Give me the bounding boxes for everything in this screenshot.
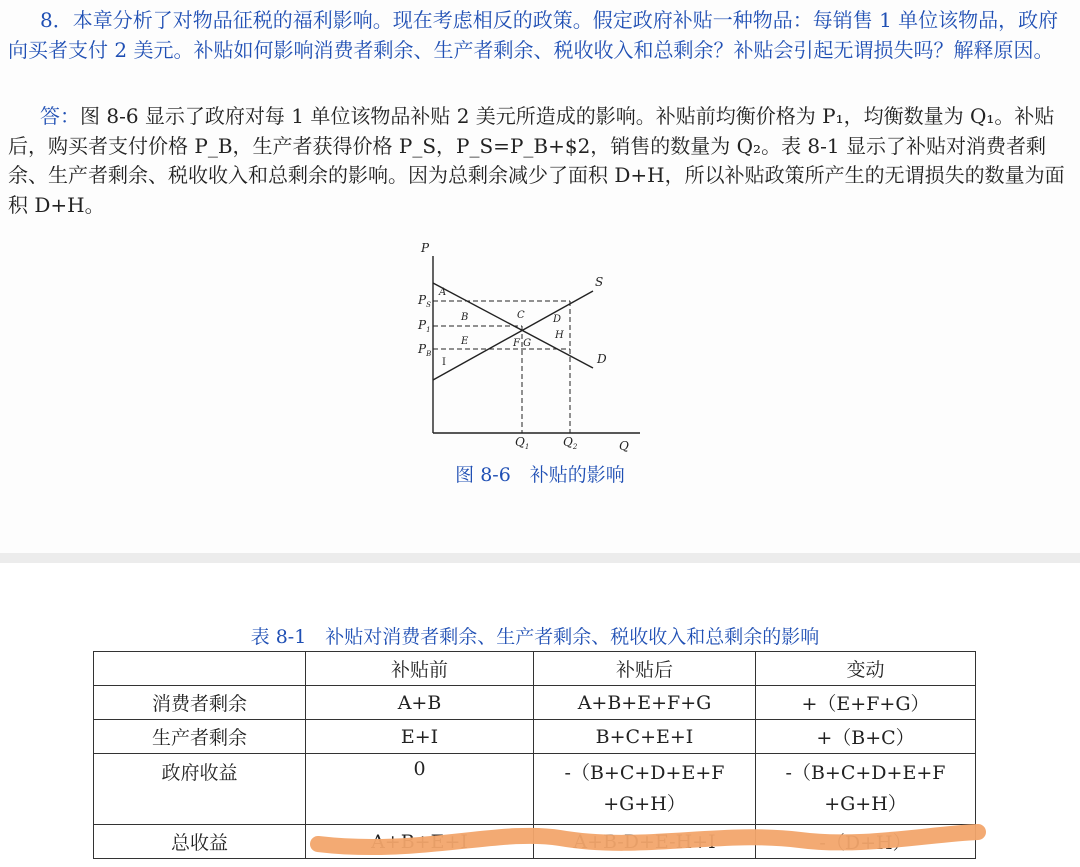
axis-q-label: Q — [619, 439, 629, 453]
demand-label: D — [597, 352, 607, 366]
area-h: H — [555, 330, 564, 341]
area-c: C — [517, 310, 525, 321]
header-cell — [94, 652, 306, 686]
pb-label: $P_B$ — [418, 342, 432, 358]
table-row — [94, 825, 976, 859]
cell-before: E+I — [306, 720, 534, 754]
table-row — [94, 686, 976, 720]
area-fg: F G — [513, 338, 532, 349]
cell-after: -（B+C+D+E+F +G+H） — [534, 754, 756, 825]
q1-label: $Q_1$ — [515, 435, 530, 451]
area-d: D — [553, 314, 562, 325]
table-row — [94, 720, 976, 754]
cell-before: A+B — [306, 686, 534, 720]
table-header-row — [94, 652, 976, 686]
header-cell: 变动 — [756, 652, 976, 686]
row-label: 生产者剩余 — [94, 720, 306, 754]
table-caption: 表 8-1 补贴对消费者剩余、生产者剩余、税收收入和总剩余的影响 — [250, 626, 820, 648]
p1-label: $P_1$ — [418, 318, 431, 334]
header-cell: 补贴后 — [534, 652, 756, 686]
cell-after: A+B+E+F+G — [534, 686, 756, 720]
table-row — [94, 754, 976, 825]
axis-p-label: P — [421, 241, 430, 255]
cell-change: -（B+C+D+E+F +G+H） — [756, 754, 976, 825]
page-divider — [0, 553, 1080, 563]
cell-change: -（D+H） — [756, 825, 976, 859]
row-label: 消费者剩余 — [94, 686, 306, 720]
ps-label: $P_S$ — [418, 293, 431, 309]
answer-lead: 答： — [40, 104, 80, 128]
row-label: 政府收益 — [94, 754, 306, 825]
supply-curve — [433, 291, 593, 380]
cell-after: B+C+E+I — [534, 720, 756, 754]
figure-caption: 图 8-6 补贴的影响 — [455, 464, 625, 486]
answer-text: 答：图 8-6 显示了政府对每 1 单位该物品补贴 2 美元所造成的影响。补贴前均衡价格为 P₁，均衡数量为 Q₁。补贴后，购买者支付价格 P_B，生产者获得价格 P_S，P_S=P_B+$2，销售的数量为 Q₂。表 8-1 显示了补贴对消费者剩余、生产者剩余、税收收入和总剩余的影响。因为总剩余减少了面积 D+H，所以补贴政策所产生的无谓损失的数量为面积 D+H。 — [8, 104, 1065, 217]
cell-change: +（E+F+G） — [756, 686, 976, 720]
area-i: I — [442, 357, 446, 368]
welfare-table — [93, 651, 976, 859]
cell-change: +（B+C） — [756, 720, 976, 754]
cell-before: 0 — [306, 754, 534, 825]
supply-label: S — [595, 275, 604, 289]
header-cell: 补贴前 — [306, 652, 534, 686]
area-e: E — [461, 336, 469, 347]
subsidy-figure — [405, 238, 655, 453]
cell-before: A+B+E+I — [306, 825, 534, 859]
question-text: 8．本章分析了对物品征税的福利影响。现在考虑相反的政策。假定政府补贴一种物品：每销售 1 单位该物品，政府向买者支付 2 美元。补贴如何影响消费者剩余、生产者剩余、税收收入和总剩余？补贴会引起无谓损失吗？解释原因。 — [8, 8, 1059, 62]
area-a: A — [439, 287, 447, 298]
cell-after: A+B-D+E-H+I — [534, 825, 756, 859]
area-b: B — [461, 312, 469, 323]
row-label: 总收益 — [94, 825, 306, 859]
q2-label: $Q_2$ — [563, 435, 578, 451]
